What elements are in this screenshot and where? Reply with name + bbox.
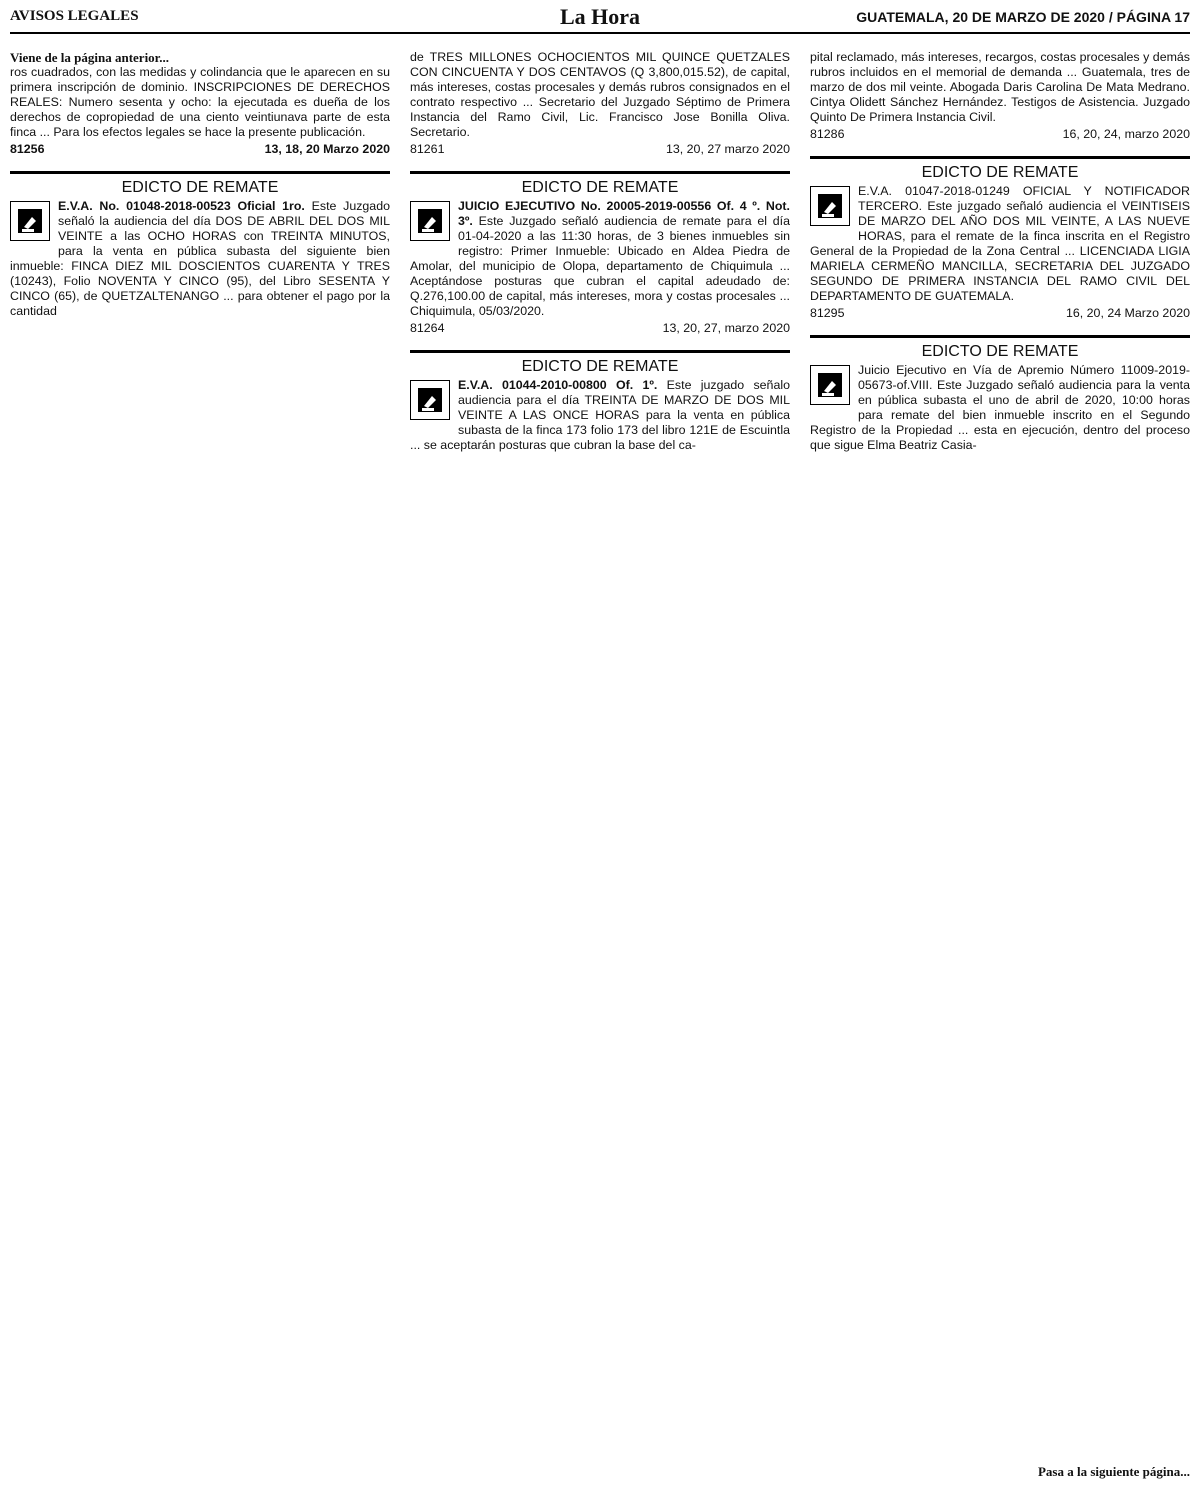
page-header <box>10 6 1190 34</box>
notice-body: OFICIAL Y NOTIFICADOR TERCERO. Este juzgado señaló audiencia el VEINTISEIS DE MARZO DEL AÑO DOS MIL VEINTE, A LAS NUEVE HORAS, para el remate de la finca inscrita en el Registro General de la Propiedad de la Zona Central ... LICENCIADA LIGIA MARIELA CERMEÑO MANCILLA, SECRETARIA DEL JUZGADO SEGUNDO DE PRIMERA INSTANCIA DEL RAMO CIVIL DEL DEPARTAMENTO DE GUATEMALA. <box>810 184 1190 303</box>
notice-title: EDICTO DE REMATE <box>810 335 1190 363</box>
masthead-logo: La Hora <box>559 4 641 29</box>
ref-row <box>810 306 1190 321</box>
ref-row <box>10 142 390 157</box>
column-2 <box>410 50 790 1480</box>
date-page: GUATEMALA, 20 DE MARZO DE 2020 / PÁGINA 17 <box>856 9 1190 25</box>
gavel-icon <box>810 186 850 226</box>
section-name: AVISOS LEGALES <box>10 8 139 24</box>
continued-to: Pasa a la siguiente página... <box>1037 1464 1190 1479</box>
notice-body: Este Juzgado señaló la audiencia del día DOS DE ABRIL DEL DOS MIL VEINTE a las OCHO HORAS con TREINTA MINUTOS, para la venta en pública subasta del siguiente bien inmueble: FINCA DIEZ MIL DOSCIENTOS CUARENTA Y TRES (10243), Folio NOVENTA Y CINCO (95), del Libro SESENTA Y CINCO (65), de QUETZALTENANGO ... para obtener el pago por la cantidad <box>10 199 390 318</box>
notice-lead: E.V.A. 01044-2010-00800 Of. 1º. <box>458 378 658 392</box>
notice-lead: E.V.A. No. 01048-2018-00523 Oficial 1ro. <box>58 199 305 213</box>
continued-from: Viene de la página anterior... <box>10 50 170 65</box>
publication-dates: 16, 20, 24, marzo 2020 <box>1062 127 1190 141</box>
ref-number: 81256 <box>10 142 45 156</box>
notice-body: Este juzgado señalo audiencia para el día TREINTA DE MARZO DE DOS MIL VEINTE A LAS ONCE HORAS para la venta en pública subasta de la finca 173 folio 173 del libro 121E de Escuintla ... se aceptarán posturas que cubran la base del ca- <box>410 378 790 452</box>
publication-dates: 13, 18, 20 Marzo 2020 <box>264 142 390 156</box>
notice-title: EDICTO DE REMATE <box>810 156 1190 184</box>
carryover-text: de TRES MILLONES OCHOCIENTOS MIL QUINCE QUETZALES CON CINCUENTA Y DOS CENTAVOS (Q 3,800,015.52), de capital, más intereses, costas procesales y demás rubros consignados en el contrato respectivo ... Secretario del Juzgado Séptimo de Primera Instancia del Ramo Civil, Lic. Francisco Jose Bonilla Oliva. Secretario. <box>410 50 790 139</box>
ref-number: 81261 <box>410 142 445 156</box>
ref-row <box>410 142 790 157</box>
carryover-text: pital reclamado, más intereses, recargos, costas procesales y demás rubros incluidos en el memorial de demanda ... Guatemala, tres de marzo de dos mil veinte. Abogada Daris Carolina De Mata Medrano. Cintya Olidett Sánchez Hernández. Testigos de Asistencia. Juzgado Quinto De Primera Instancia Civil. <box>810 50 1190 124</box>
ref-row <box>810 127 1190 142</box>
notice-title: EDICTO DE REMATE <box>10 171 390 199</box>
carryover-text: ros cuadrados, con las medidas y colindancia que le aparecen en su primera inscripción de dominio. INSCRIPCIONES DE DERECHOS REALES: Numero sesenta y ocho: la ejecutada es dueña de los derechos de copropiedad de una ciento veintiunava parte de esta finca ... Para los efectos legales se hace la presente publicación. <box>10 65 390 139</box>
notice-lead: E.V.A. 01047-2018-01249 <box>858 184 1010 198</box>
gavel-icon <box>410 380 450 420</box>
ref-row <box>410 321 790 336</box>
publication-dates: 13, 20, 27 marzo 2020 <box>666 142 790 156</box>
notice-body: Este Juzgado señaló audiencia de remate para el día 01-04-2020 a las 11:30 horas, de 3 bienes inmuebles sin registro: Primer Inmueble: Ubicado en Aldea Piedra de Amolar, del municipio de Olopa, departamento de Chiquimula ... Aceptándose posturas que cubran el capital adeudado de: Q.276,100.00 de capital, más intereses, mora y costas procesales ... Chiquimula, 05/03/2020. <box>410 214 790 318</box>
publication-dates: 13, 20, 27, marzo 2020 <box>662 321 790 335</box>
ref-number: 81295 <box>810 306 845 320</box>
column-3 <box>810 50 1190 1480</box>
notice-body: Este Juzgado señaló audiencia para la venta en pública subasta el uno de abril de 2020, 10:00 horas para remate del bien inmueble inscrito en el Segundo Registro de la Propiedad ... esta en ejecución, dentro del proceso que sigue Elma Beatriz Casia- <box>810 378 1190 452</box>
notice-lead: Juicio Ejecutivo en Vía de Apremio Número 11009-2019-05673-of.VIII. <box>858 363 1190 392</box>
notice-title: EDICTO DE REMATE <box>410 171 790 199</box>
ref-number: 81264 <box>410 321 445 335</box>
ref-number: 81286 <box>810 127 845 141</box>
column-1 <box>10 50 390 1480</box>
publication-dates: 16, 20, 24 Marzo 2020 <box>1066 306 1190 320</box>
notice-lead: JUICIO EJECUTIVO No. 20005-2019-00556 Of. 4 º. Not. 3º. <box>458 199 790 228</box>
gavel-icon <box>410 201 450 241</box>
notice-title: EDICTO DE REMATE <box>410 350 790 378</box>
gavel-icon <box>10 201 50 241</box>
gavel-icon <box>810 365 850 405</box>
